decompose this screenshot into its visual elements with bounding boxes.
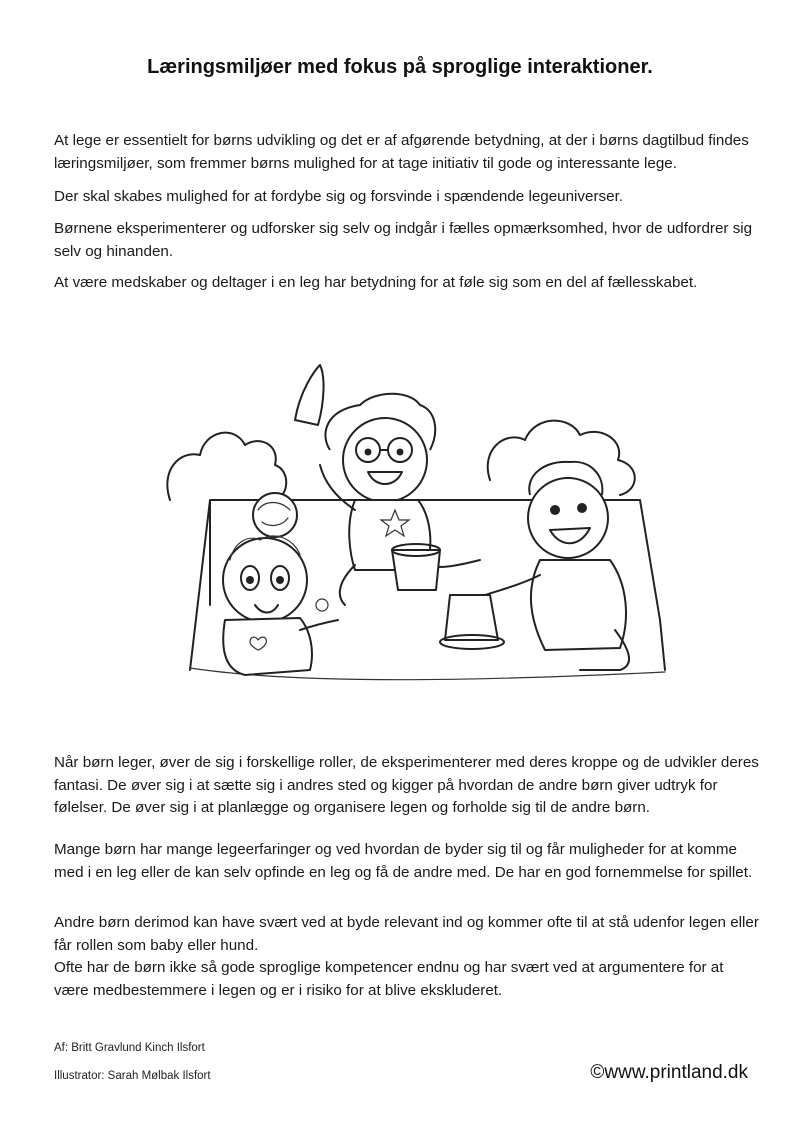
intro-paragraph-2: Der skal skabes mulighed for at fordybe sig og forsvinde i spændende legeuniverser.	[54, 188, 624, 205]
body-paragraph-3: Andre børn derimod kan have svært ved at byde relevant ind og kommer ofte til at stå udenfor legen eller får rollen som baby eller hund.	[54, 914, 759, 954]
bush-left-drawing	[167, 433, 286, 500]
left-child-head-drawing	[223, 538, 307, 622]
illustrator-credit: Illustrator: Sarah Mølbak Ilsfort	[54, 1070, 211, 1082]
body-paragraph-2: Mange børn har mange legeerfaringer og ved hvordan de byder sig til og får muligheder for at komme med i en leg eller de kan selv opfinde en leg og få de andre med. De har en god fornemmelse for spillet.	[54, 841, 753, 881]
children-sandbox-illustration	[150, 350, 670, 695]
left-child-hair-bun-drawing	[253, 493, 297, 537]
shovel-drawing	[295, 365, 324, 425]
intro-paragraph-1: At lege er essentielt for børns udvikling og det er af afgørende betydning, at der i børns dagtilbud findes læringsmiljøer, som fremmer børns mulighed for at tage initiativ til gode og interessante lege.	[54, 132, 749, 172]
intro-paragraph-4: At være medskaber og deltager i en leg har betydning for at føle sig som en del af fællesskabet.	[54, 274, 698, 291]
page-title: Læringsmiljøer med fokus på sproglige interaktioner.	[147, 56, 653, 78]
right-child-body-drawing	[531, 560, 626, 650]
middle-child-head-drawing	[343, 418, 427, 502]
website-link[interactable]: ©www.printland.dk	[590, 1062, 748, 1083]
intro-paragraph-3: Børnene eksperimenterer og udforsker sig selv og indgår i fælles opmærksomhed, hvor de udfordrer sig selv og hinanden.	[54, 220, 753, 260]
sand-mould-drawing	[445, 595, 498, 640]
body-paragraph-1: Når børn leger, øver de sig i forskellige roller, de eksperimenterer med deres kroppe og de udvikler deres fantasi. De øver sig i at sætte sig i andres sted og kigger på hvordan de andre børn giver udtryk for følelser. De øver sig i at planlægge og organisere legen og forholde sig til de andre børn.	[54, 754, 759, 816]
body-paragraph-4: Ofte har de børn ikke så gode sproglige kompetencer endnu og har svært ved at argumentere for at være medbestemmere i legen og er i risiko for at blive ekskluderet.	[54, 959, 724, 999]
right-child-head-drawing	[528, 478, 608, 558]
author-credit: Af: Britt Gravlund Kinch Ilsfort	[54, 1042, 205, 1054]
left-child-body-drawing	[223, 618, 312, 675]
